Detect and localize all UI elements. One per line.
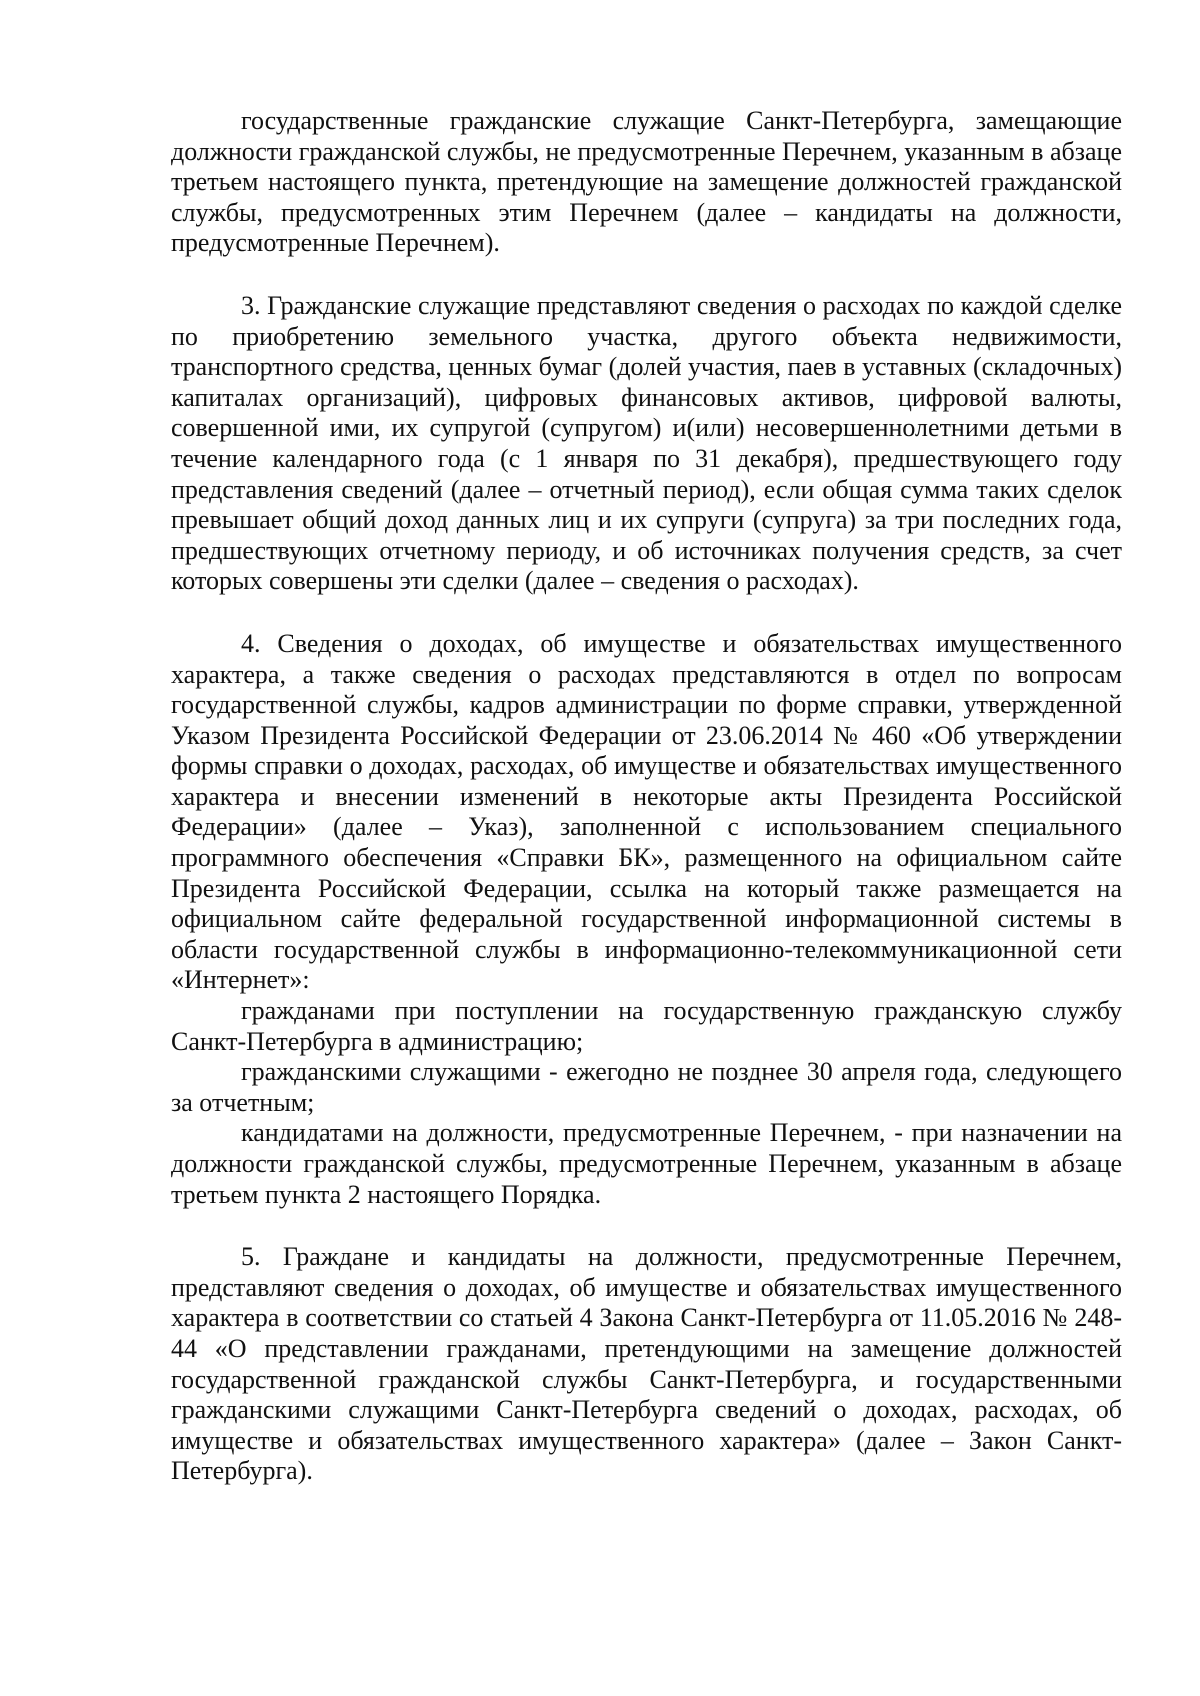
paragraph-item-3: 3. Гражданские служащие представляют сведения о расходах по каждой сделке по приобретению земельного участка, другого объекта недвижимости, транспортного средства, ценных бумаг (долей участия, паев в уставных (складочных) капиталах организаций), цифровых финансовых активов, цифровой валюты, совершенной ими, их супругой (супругом) и(или) несовершеннолетними детьми в течение календарного года (с 1 января по 31 декабря), предшествующего году представления сведений (далее – отчетный период), если общая сумма таких сделок превышает общий доход данных лиц и их супруги (супруга) за три последних года, предшествующих отчетному периоду, и об источниках получения средств, за счет которых совершены эти сделки (далее – сведения о расходах). bbox=[171, 290, 1122, 596]
paragraph-item-5: 5. Граждане и кандидаты на должности, предусмотренные Перечнем, представляют сведения о доходах, об имуществе и обязательствах имущественного характера в соответствии со статьей 4 Закона Санкт-Петербурга от 11.05.2016 № 248-44 «О представлении гражданами, претендующими на замещение должностей государственной гражданской службы Санкт-Петербурга, и государственными гражданскими служащими Санкт-Петербурга сведений о доходах, расходах, об имуществе и обязательствах имущественного характера» (далее – Закон Санкт-Петербурга). bbox=[171, 1242, 1122, 1486]
paragraph-item-4-civil-servants: гражданскими служащими - ежегодно не позднее 30 апреля года, следующего за отчетным; bbox=[171, 1057, 1122, 1117]
paragraph-item-4-candidates: кандидатами на должности, предусмотренные Перечнем, - при назначении на должности гражданской службы, предусмотренные Перечнем, указанным в абзаце третьем пункта 2 настоящего Порядка. bbox=[171, 1118, 1122, 1209]
paragraph-item-4-citizens: гражданами при поступлении на государственную гражданскую службу Санкт-Петербурга в администрацию; bbox=[171, 996, 1122, 1056]
paragraph-continuation: государственные гражданские служащие Санкт-Петербурга, замещающие должности гражданской службы, не предусмотренные Перечнем, указанным в абзаце третьем настоящего пункта, претендующие на замещение должностей гражданской службы, предусмотренных этим Перечнем (далее – кандидаты на должности, предусмотренные Перечнем). bbox=[171, 106, 1122, 258]
document-body bbox=[171, 106, 1122, 1487]
paragraph-item-4: 4. Сведения о доходах, об имуществе и обязательствах имущественного характера, а также сведения о расходах представляются в отдел по вопросам государственной службы, кадров администрации по форме справки, утвержденной Указом Президента Российской Федерации от 23.06.2014 № 460 «Об утверждении формы справки о доходах, расходах, об имуществе и обязательствах имущественного характера и внесении изменений в некоторые акты Президента Российской Федерации» (далее – Указ), заполненной с использованием специального программного обеспечения «Справки БК», размещенного на официальном сайте Президента Российской Федерации, ссылка на который также размещается на официальном сайте федеральной государственной информационной системы в области государственной службы в информационно-телекоммуникационной сети «Интернет»: bbox=[171, 628, 1122, 995]
